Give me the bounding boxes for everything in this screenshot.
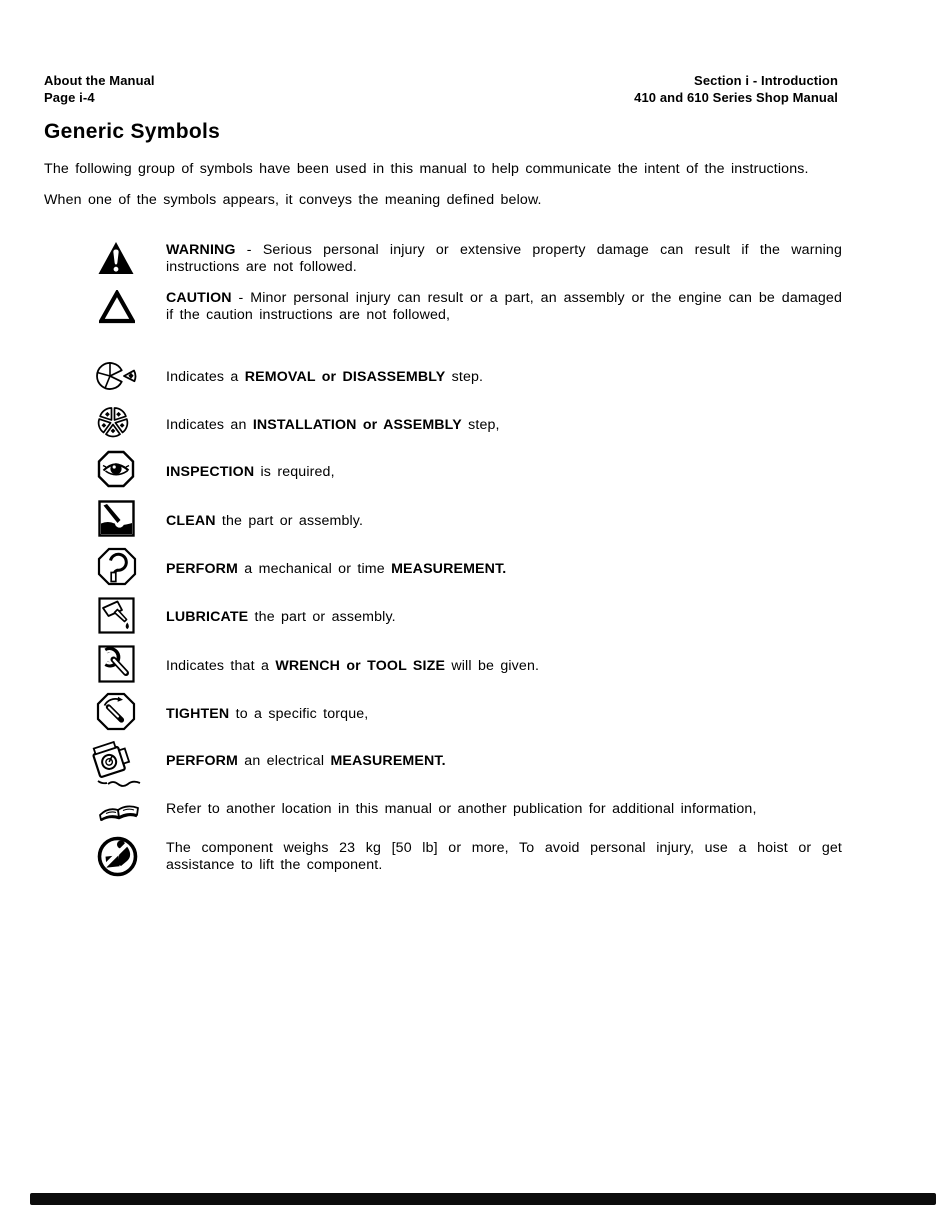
header-right — [634, 73, 838, 106]
header-left — [44, 73, 155, 106]
symbol-description: The component weighs 23 kg [50 lb] or more, To avoid personal injury, use a hoist or get assistance to lift the component. — [166, 840, 842, 873]
page-bottom-scan-bar — [30, 1193, 936, 1205]
wrench-tool-size-icon — [98, 645, 135, 683]
electrical-measurement-meter-icon — [88, 739, 144, 789]
refer-book-icon — [96, 802, 142, 828]
header-manual-title: 410 and 610 Series Shop Manual — [634, 89, 838, 105]
clean-brush-icon — [98, 500, 135, 537]
intro-paragraph-2: When one of the symbols appears, it conveys the meaning defined below. — [44, 192, 542, 208]
symbol-description: Refer to another location in this manual or another publication for additional information, — [166, 801, 757, 817]
tighten-torque-icon — [96, 692, 136, 731]
mechanical-measurement-gauge-icon — [97, 547, 137, 586]
symbol-description: CAUTION - Minor personal injury can result or a part, an assembly or the engine can be damaged if the caution instructions are not followed, — [166, 290, 842, 323]
intro-paragraph-1: The following group of symbols have been used in this manual to help communicate the intent of the instructions. — [44, 161, 809, 177]
installation-assembly-icon — [93, 402, 137, 444]
symbol-description: CLEAN the part or assembly. — [166, 513, 364, 529]
header-page-number: Page i-4 — [44, 89, 95, 105]
symbol-description: TIGHTEN to a specific torque, — [166, 706, 369, 722]
symbol-description: Indicates that a WRENCH or TOOL SIZE will be given. — [166, 658, 540, 674]
symbol-description: INSPECTION is required, — [166, 464, 335, 480]
header-section-label: About the Manual — [44, 73, 155, 88]
page-title: Generic Symbols — [44, 120, 221, 143]
symbol-description: LUBRICATE the part or assembly. — [166, 609, 396, 625]
warning-icon — [97, 241, 135, 277]
heavy-weight-lifting-icon — [96, 835, 139, 878]
caution-icon — [99, 290, 135, 324]
symbol-description: PERFORM a mechanical or time MEASUREMENT. — [166, 561, 507, 577]
lubricate-funnel-icon — [98, 597, 135, 634]
inspection-eye-icon — [97, 450, 135, 488]
removal-disassembly-icon — [94, 356, 140, 396]
symbol-description: PERFORM an electrical MEASUREMENT. — [166, 753, 446, 769]
symbol-description: WARNING - Serious personal injury or extensive property damage can result if the warning instructions are not followed. — [166, 242, 842, 275]
header-section-title: Section i - Introduction — [694, 73, 838, 88]
symbol-description: Indicates a REMOVAL or DISASSEMBLY step. — [166, 369, 484, 385]
symbol-description: Indicates an INSTALLATION or ASSEMBLY step, — [166, 417, 500, 433]
